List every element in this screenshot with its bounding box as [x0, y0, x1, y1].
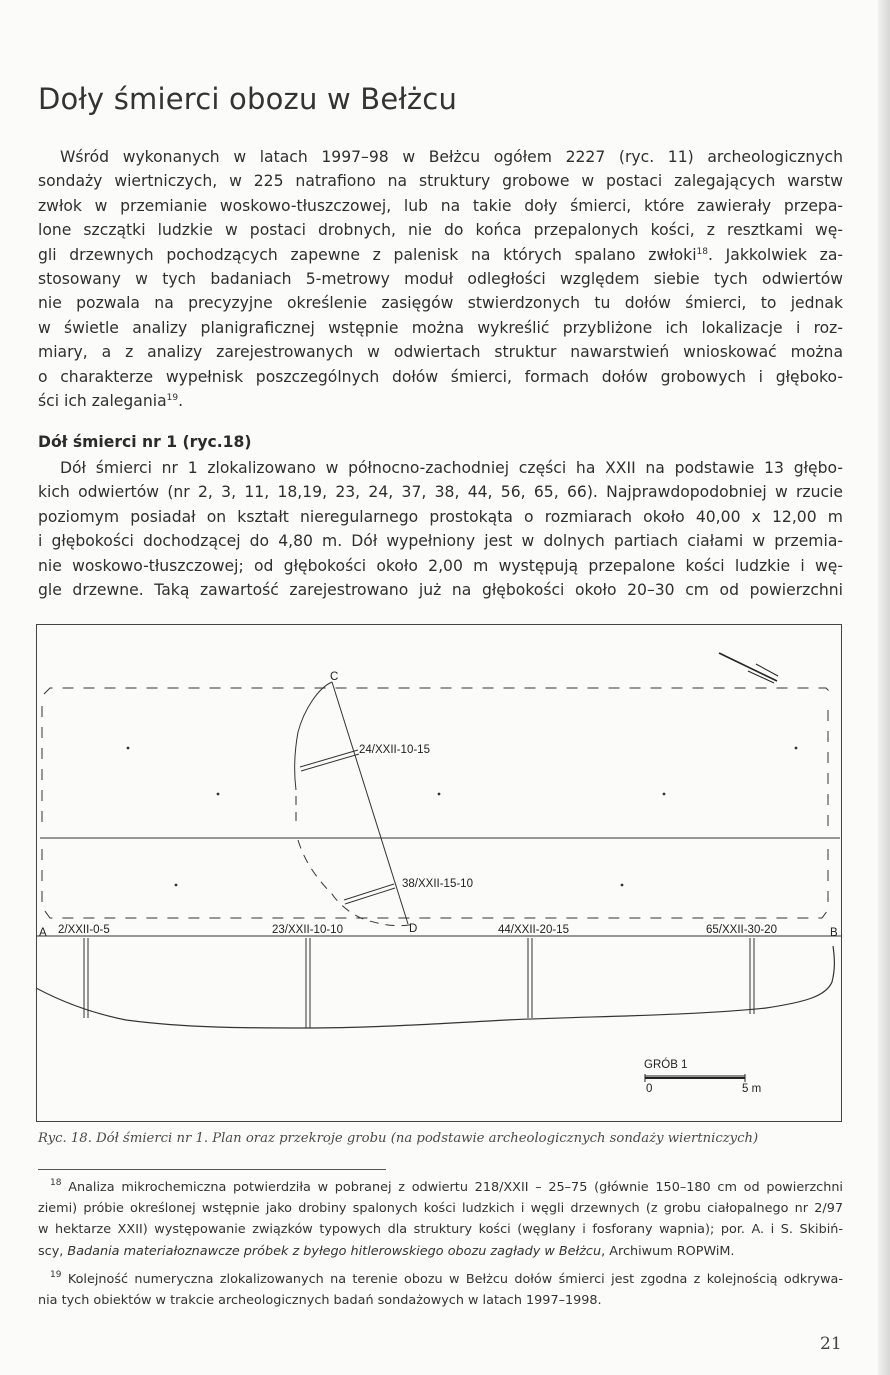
text-line: nie pozwala na precyzyjne określenie zasięgów stwierdzonych tu dołów śmierci, to jednak — [38, 294, 843, 313]
bore-section-24 — [300, 750, 359, 771]
footnote-line: $^{18}$ Analiza mikrochemiczna potwierdziła w pobranej z odwiertu 218/XXII – 25–75 (głównie 150–180 cm od powierzchni — [50, 1178, 843, 1195]
text-line: nie woskowo-tłuszczowej; od głębokości około 2,00 m występują przepalone kości ludzkie i wę- — [38, 556, 843, 575]
text-line: gli drzewnych pochodzących zapewne z palenisk na których spalano zwłoki$^{18}$. Jakkolwiek za- — [38, 245, 843, 264]
footnote-number: 18 — [50, 1178, 62, 1188]
section-paragraph — [38, 456, 843, 602]
profile-bottom-curve — [36, 946, 834, 1028]
text-line: gle drzewne. Taką zawartość zarejestrowano już na głębokości około 20–30 cm od powierzchni — [38, 580, 843, 599]
text-line: kich odwiertów (nr 2, 3, 11, 18,19, 23, 24, 37, 38, 44, 56, 65, 66). Najprawdopodobniej w rzucie — [38, 483, 843, 502]
grid-dots — [127, 747, 798, 887]
label-c: C — [330, 671, 339, 683]
section-label: 23/XXII-10-10 — [272, 924, 343, 936]
grave-plan-svg — [36, 624, 842, 1122]
bore-section-38 — [344, 884, 395, 904]
page-number: 21 — [820, 1334, 842, 1354]
text-line: Wśród wykonanych w latach 1997–98 w Bełżcu ogółem 2227 (ryc. 11) archeologicznych — [60, 148, 843, 166]
footnote-19 — [38, 1269, 843, 1311]
footnote-ref-18[interactable]: 18 — [696, 246, 708, 257]
figure-caption: Ryc. 18. Dół śmierci nr 1. Plan oraz przekroje grobu (na podstawie archeologicznych sondaży wiertniczych) — [38, 1131, 759, 1146]
label-d: D — [409, 923, 418, 935]
text-line: ści ich zalegania$^{19}$. — [38, 391, 184, 410]
text-line: zwłok w przemianie woskowo-tłuszczowej, lub na takie doły śmierci, które zawierały przepa- — [38, 196, 843, 215]
label-bore-24: 24/XXII-10-15 — [359, 744, 430, 756]
footnote-line: w hektarze XXII) występowanie związków typowych dla struktury kości (węglany i fosforany wapnia); por. A. i S. Skibiń- — [38, 1222, 843, 1238]
text-line: poziomym posiadał on kształt nieregularnego prostokąta o rozmiarach około 40,00 x 12,00 m — [38, 507, 843, 526]
pit-outline-lower — [296, 796, 414, 926]
footnote-rule — [38, 1169, 386, 1170]
section-label: 65/XXII-30-20 — [706, 924, 777, 936]
chapter-title: Doły śmierci obozu w Bełżcu — [38, 82, 458, 116]
figure-grave-plan — [36, 624, 842, 1122]
footnote-18 — [38, 1177, 843, 1262]
section-line-cd — [332, 682, 408, 924]
label-bore-38: 38/XXII-15-10 — [402, 878, 473, 890]
text-line: w świetle analizy planigraficznej wstępnie można wykreślić przybliżone ich lokalizacje i roz- — [38, 318, 843, 337]
footnote-line: $^{19}$ Kolejność numeryczna zlokalizowanych na terenie obozu w Bełżcu dołów śmierci jest zgodna z kolejnością odkrywa- — [50, 1270, 843, 1287]
footnote-ref-19[interactable]: 19 — [166, 392, 179, 403]
text-line: Dół śmierci nr 1 zlokalizowano w północno-zachodniej części ha XXII na podstawie 13 głębo- — [60, 459, 843, 477]
plan-outline-top — [44, 688, 834, 696]
label-a: A — [39, 927, 47, 939]
footnote-line: ziemi) próbie określonej wstępnie jako drobiny spalonych kości ludzkich i węgli drzewnych (z grobu ciałopalnego nr 2/97 — [38, 1201, 843, 1217]
footnote-number: 19 — [50, 1270, 62, 1280]
text-line: miary, a z analizy zarejestrowanych w odwiertach struktur nawarstwień wnioskować można — [38, 343, 843, 362]
text-line: o charakterze wypełnisk poszczególnych dołów śmierci, formach dołów grobowych i głęboko- — [38, 367, 843, 386]
intro-paragraph — [38, 145, 843, 413]
footnote-line: nia tych obiektów w trakcie archeologicznych badań sondażowych w latach 1997–1998. — [38, 1293, 602, 1309]
figure-frame — [37, 625, 842, 1122]
pit-outline-upper — [295, 682, 332, 790]
scale-bar — [645, 1074, 745, 1082]
text-line: lone szczątki ludzkie w postaci drobnych, nie do końca przepalonych kości, z resztkami wę- — [38, 221, 843, 240]
section-label: 2/XXII-0-5 — [58, 924, 110, 936]
footnote-title: Badania materiałoznawcze próbek z byłego hitlerowskiego obozu zagłady w Bełżcu — [67, 1243, 602, 1259]
label-b: B — [830, 927, 838, 939]
footnote-line: scy, Badania materiałoznawcze próbek z byłego hitlerowskiego obozu zagłady w Bełżcu, Archiwum ROPWiM. — [38, 1243, 735, 1259]
north-arrow-icon — [719, 653, 778, 683]
scan-edge-shadow — [878, 0, 890, 1375]
grave-label: GRÓB 1 — [644, 1059, 688, 1071]
section-heading: Dół śmierci nr 1 (ryc.18) — [38, 433, 252, 451]
scale-start: 0 — [646, 1083, 653, 1095]
scale-end: 5 m — [742, 1083, 762, 1095]
section-label: 44/XXII-20-15 — [498, 924, 569, 936]
text-line: sondaży wiertniczych, w 225 natrafiono na struktury grobowe w postaci zalegających warstw — [38, 172, 843, 191]
text-line: stosowany w tych badaniach 5-metrowy moduł odległości względem siebie tych odwiertów — [38, 269, 843, 288]
text-line: i głębokości dochodzącej do 4,80 m. Dół wypełniony jest w dolnych partiach ciałami w przemia- — [38, 532, 843, 551]
